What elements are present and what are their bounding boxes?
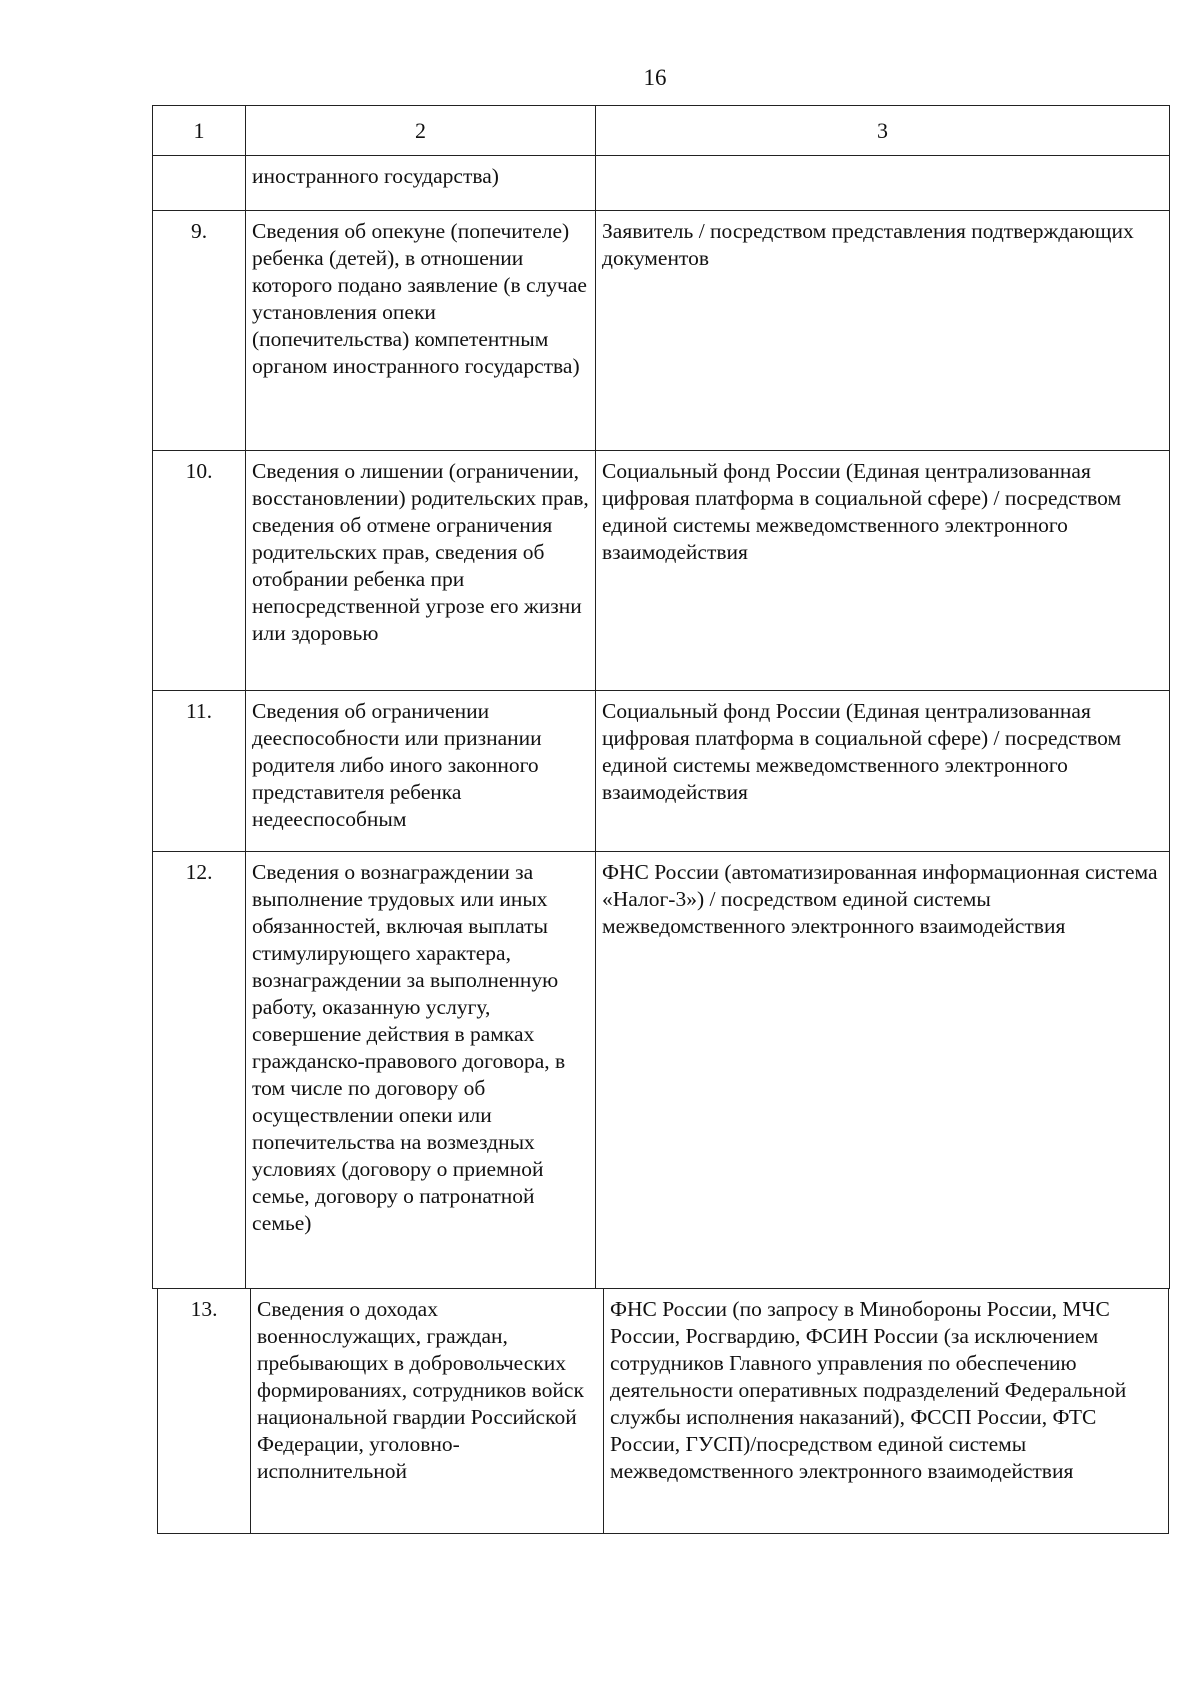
row-description: иностранного государства)	[246, 156, 596, 211]
row-source: Социальный фонд России (Единая централизованная цифровая платформа в социальной сфере) / посредством единой системы межведомственного электронного взаимодействия	[596, 691, 1170, 852]
table-row	[158, 1289, 1169, 1534]
table-row	[153, 211, 1170, 451]
row-description: Сведения о вознаграждении за выполнение трудовых или иных обязанностей, включая выплаты стимулирующего характера, вознаграждении за выполненную работу, оказанную услугу, совершение действия в рамках гражданско-правового договора, в том числе по договору об осуществлении опеки или попечительства на возмездных условиях (договору о приемной семье, договору о патронатной семье)	[246, 852, 596, 1289]
row-source: ФНС России (по запросу в Минобороны России, МЧС России, Росгвардию, ФСИН России (за исключением сотрудников Главного управления по обеспечению деятельности оперативных подразделений Федеральной службы исполнения наказаний), ФССП России, ФТС России, ГУСП)/посредством единой системы межведомственного электронного взаимодействия	[604, 1289, 1169, 1534]
row-number: 12.	[153, 852, 246, 1289]
row-number: 10.	[153, 451, 246, 691]
header-col-number: 1	[153, 106, 246, 156]
row-description: Сведения о лишении (ограничении, восстановлении) родительских прав, сведения об отмене ограничения родительских прав, сведения об отобрании ребенка при непосредственной угрозе его жизни или здоровью	[246, 451, 596, 691]
header-col-description: 2	[246, 106, 596, 156]
row-number: 9.	[153, 211, 246, 451]
page-number: 16	[643, 65, 667, 90]
row-source: ФНС России (автоматизированная информационная система «Налог-3») / посредством единой системы межведомственного электронного взаимодействия	[596, 852, 1170, 1289]
row-source: Социальный фонд России (Единая централизованная цифровая платформа в социальной сфере) / посредством единой системы межведомственного электронного взаимодействия	[596, 451, 1170, 691]
table-row	[153, 691, 1170, 852]
row-description: Сведения об ограничении дееспособности или признании родителя либо иного законного представителя ребенка недееспособным	[246, 691, 596, 852]
row-source	[596, 156, 1170, 211]
data-table	[152, 105, 1170, 1289]
table-header-row	[153, 106, 1170, 156]
row-number	[153, 156, 246, 211]
data-table-continuation	[157, 1288, 1169, 1534]
row-description: Сведения об опекуне (попечителе) ребенка (детей), в отношении которого подано заявление (в случае установления опеки (попечительства) компетентным органом иностранного государства)	[246, 211, 596, 451]
table-row	[153, 451, 1170, 691]
header-col-source: 3	[596, 106, 1170, 156]
table-row	[153, 852, 1170, 1289]
row-number: 13.	[158, 1289, 251, 1534]
row-description: Сведения о доходах военнослужащих, граждан, пребывающих в добровольческих формированиях, сотрудников войск национальной гвардии Российской Федерации, уголовно-исполнительной	[251, 1289, 604, 1534]
row-number: 11.	[153, 691, 246, 852]
row-source: Заявитель / посредством представления подтверждающих документов	[596, 211, 1170, 451]
table-row	[153, 156, 1170, 211]
